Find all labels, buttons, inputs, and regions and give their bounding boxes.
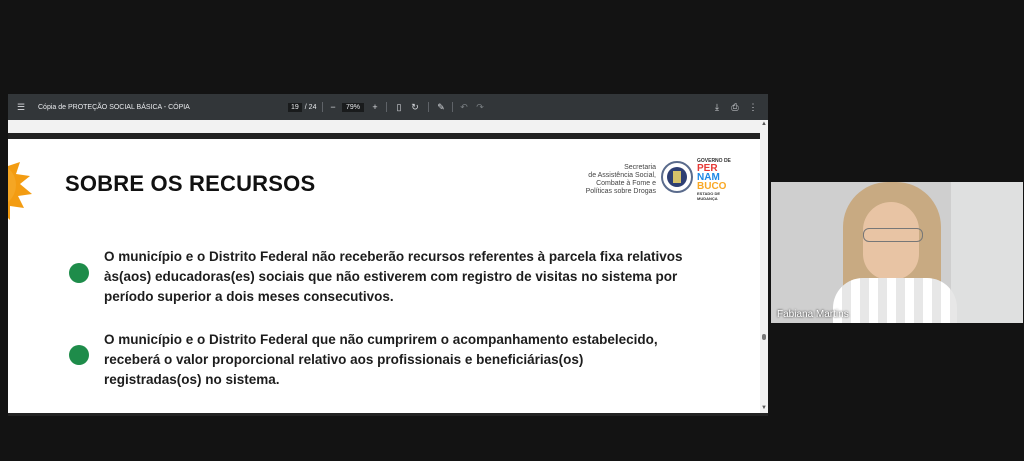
participant-video-tile[interactable] — [771, 182, 1023, 323]
document-title: Cópia de PROTEÇÃO SOCIAL BÁSICA - CÓPIA — [38, 103, 190, 111]
zoom-in-icon[interactable]: + — [372, 102, 378, 112]
redo-icon[interactable]: ↷ — [476, 101, 484, 112]
participant-glasses — [863, 228, 923, 242]
pdf-page — [8, 120, 760, 413]
page-indicator — [288, 94, 316, 120]
participant-shirt — [833, 278, 957, 323]
annotate-icon[interactable]: ✎ — [437, 101, 445, 112]
pdf-viewer — [8, 94, 768, 416]
vertical-scrollbar[interactable] — [760, 120, 768, 413]
download-icon[interactable]: ⤓ — [715, 101, 719, 112]
menu-icon[interactable]: ☰ — [16, 101, 26, 112]
scroll-down-icon[interactable]: ▼ — [761, 405, 767, 411]
state-seal-icon — [661, 161, 693, 193]
scrollbar-thumb[interactable] — [762, 334, 766, 340]
page-top-band — [8, 120, 760, 133]
more-icon[interactable]: ⋮ — [748, 101, 758, 112]
scroll-up-icon[interactable]: ▲ — [761, 121, 767, 127]
page-total: / 24 — [304, 103, 317, 111]
bullet-point-icon — [69, 345, 89, 365]
paragraph-2: O município e o Distrito Federal que não cumprirem o acompanhamento estabelecido, receberá o valor proporcional relativo aos profissionais e beneficiárias(os) registradas(os) no sistema. — [104, 332, 658, 387]
toolbar-divider — [452, 102, 453, 112]
toolbar-divider — [322, 102, 323, 112]
toolbar-divider — [428, 102, 429, 112]
bullet-point-icon — [69, 263, 89, 283]
pernambuco-logo: GOVERNO DE PER NAM BUCO ESTADO DE MUDANÇA — [697, 158, 731, 201]
zoom-level[interactable]: 79% — [342, 94, 364, 120]
page-top-rule — [8, 133, 760, 139]
secretaria-logo-text: Secretaria de Assistência Social, Combate à Fome e Políticas sobre Drogas — [585, 164, 656, 195]
pdf-toolbar — [8, 94, 768, 120]
participant-name: Fabiana Martins — [777, 309, 849, 320]
print-icon[interactable]: ⎙ — [731, 101, 739, 112]
page-number-input[interactable]: 19 — [288, 103, 302, 112]
rotate-icon[interactable]: ↻ — [411, 101, 419, 112]
sun-decoration-icon — [8, 146, 38, 224]
paragraph-1: O município e o Distrito Federal não receberão recursos referentes à parcela fixa relativos às(aos) educadoras(es) sociais que não estiverem com registro de visitas no sistema por período superior a dois meses consecutivos. — [104, 249, 683, 304]
video-background — [951, 182, 1023, 323]
toolbar-divider — [386, 102, 387, 112]
undo-icon[interactable]: ↶ — [460, 101, 468, 112]
zoom-out-icon[interactable]: − — [330, 102, 336, 112]
slide-title: SOBRE OS RECURSOS — [65, 171, 316, 196]
fit-page-icon[interactable]: ▯ — [396, 101, 402, 112]
